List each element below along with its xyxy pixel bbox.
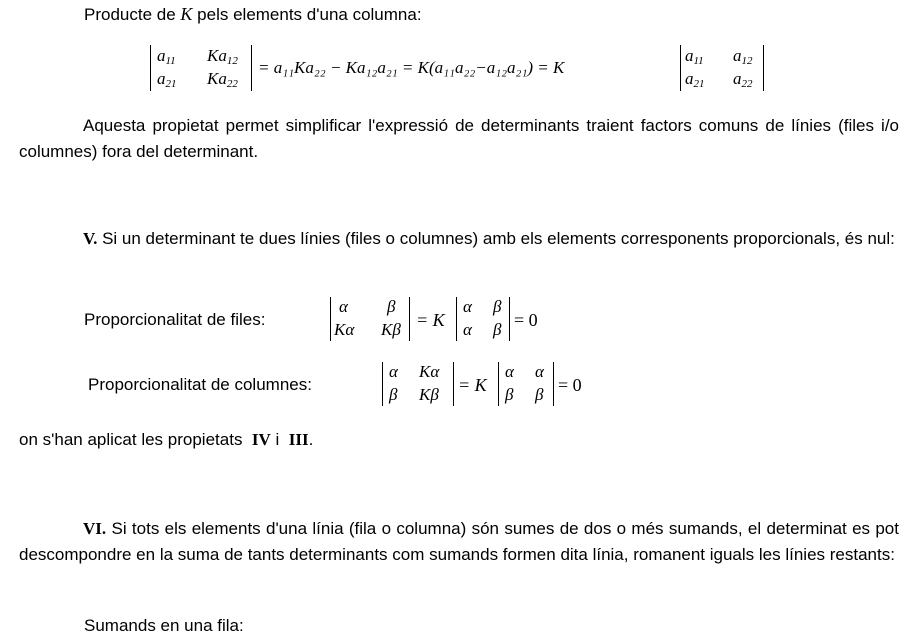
det-cell: $a_{21}$ <box>157 69 177 90</box>
intro-suffix: pels elements d'una columna: <box>197 5 422 24</box>
determinant-k-right <box>680 45 764 91</box>
det-cell: $a_{21}$ <box>685 69 705 90</box>
cols-determinant-2 <box>498 362 554 406</box>
det-cell: Kα <box>419 362 440 381</box>
det-cell: α <box>505 362 514 381</box>
det-cell: α <box>463 297 472 316</box>
factor-note: Aquesta propietat permet simplificar l'expressió de determinants traient factors comuns de línies (files i/o columnes) fora del determinant. <box>19 116 899 161</box>
det-cell: $Ka_{22}$ <box>207 69 238 90</box>
det-cell: α <box>535 362 544 381</box>
row-sums-label: Sumands en una fila: <box>84 616 244 635</box>
det-cell: $Ka_{12}$ <box>207 46 238 67</box>
cols-result: = 0 <box>558 375 582 395</box>
det-cell: β <box>535 385 544 404</box>
property-ref-iv: IV <box>251 430 271 449</box>
det-cell: α <box>389 362 398 381</box>
applied-properties-line <box>19 430 313 450</box>
det-cell: $a_{11}$ <box>157 46 176 67</box>
applied-conjunction: i <box>275 430 280 449</box>
property-vi-numeral: VI. <box>83 519 107 538</box>
det-cell: Kβ <box>381 320 401 339</box>
det-cell: $a_{11}$ <box>685 46 704 67</box>
intro-variable: K <box>180 4 193 24</box>
property-v-statement <box>19 226 899 252</box>
det-cell: $a_{22}$ <box>733 69 753 90</box>
det-cell: Kβ <box>419 385 439 404</box>
det-cell: β <box>387 297 396 316</box>
det-cell: $a_{12}$ <box>733 46 753 67</box>
det-cell: α <box>339 297 348 316</box>
property-vi-text: Si tots els elements d'una línia (fila o columna) són sumes de dos o més sumands, el determinat es pot descompondre en la suma de tants determinants com sumands formen dita línia, romanent iguals les línies restants: <box>19 519 899 564</box>
property-v-numeral: V. <box>83 229 98 248</box>
det-cell: β <box>493 297 502 316</box>
rows-result: = 0 <box>514 310 538 330</box>
property-vi-statement <box>19 516 899 568</box>
cols-label: Proporcionalitat de columnes: <box>88 375 312 394</box>
rows-determinant-2 <box>456 297 510 341</box>
applied-suffix: . <box>308 430 314 449</box>
det-cell: β <box>505 385 514 404</box>
det-cell: β <box>389 385 398 404</box>
property-v-text: Si un determinant te dues línies (files o columnes) amb els elements corresponents proporcionals, és nul: <box>102 229 895 248</box>
det-cell: β <box>493 320 502 339</box>
applied-prefix: on s'han aplicat les propietats <box>19 430 243 449</box>
det-cell: Kα <box>334 320 355 339</box>
rows-mid: = K <box>416 310 445 330</box>
det-cell: α <box>463 320 472 339</box>
cols-determinant-1 <box>382 362 454 406</box>
determinant-k-left <box>150 45 252 91</box>
rows-determinant-1 <box>330 297 410 341</box>
intro-prefix: Producte de <box>84 5 176 24</box>
expansion-formula: = a₁₁Ka₂₂ − Ka₁₂a₂₁ = K(a₁₁a₂₂−a₁₂a₂₁) = K <box>258 58 565 77</box>
property-ref-iii: III <box>288 430 309 449</box>
section-k-intro <box>84 4 422 25</box>
cols-mid: = K <box>458 375 487 395</box>
rows-label: Proporcionalitat de files: <box>84 310 266 329</box>
